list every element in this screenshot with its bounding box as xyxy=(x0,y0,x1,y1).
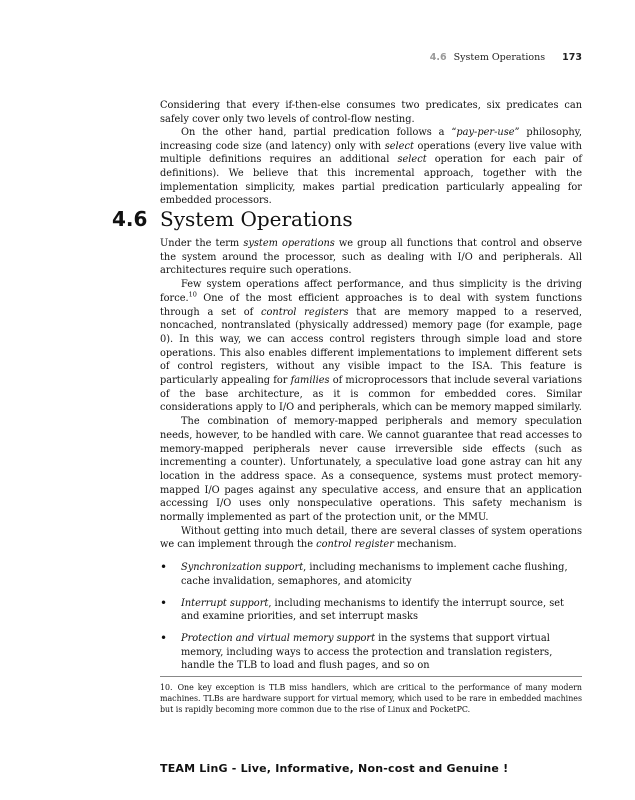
section-paragraph-3: The combination of memory-mapped peripherals and memory speculation needs, however, to be handled with care. We cannot guarantee that read accesses to memory-mapped peripherals never cause irreversible side effects (such as incrementing a counter). Unfortunately, a speculative load gone astray can hit any location in the address space. As a consequence, systems must protect memory-mapped I/O pages against any speculative access, and ensure that an application accessing I/O uses only nonspeculative operations. This safety mechanism is normally implemented as part of the protection unit, or the MMU. xyxy=(160,416,582,524)
section-paragraph-2: Few system operations affect performance, and thus simplicity is the driving force.$^{10}$ One of the most efficient approaches is to deal with system functions through a set of control registers that are memory mapped to a reserved, noncached, nontranslated (physically addressed) memory page (for example, page 0). In this way, we can access control registers through simple load and store operations. This also enables different implementations to implement different sets of control registers, without any visible impact to the ISA. This feature is particularly appealing for families of microprocessors that include several variations of the base architecture, as it is common for embedded cores. Similar considerations apply to I/O and peripherals, which can be memory mapped similarly. xyxy=(160,279,583,414)
footnote xyxy=(160,683,582,715)
bullet-list xyxy=(160,561,582,673)
footnote-marker: 10 xyxy=(188,290,197,299)
running-head-section-title: System Operations xyxy=(453,52,546,63)
bullet-icon: • xyxy=(160,630,168,645)
emphasis: select xyxy=(397,154,427,166)
emphasis: select xyxy=(384,140,414,152)
emphasis: system operations xyxy=(243,238,335,249)
footnote-number: 10. xyxy=(160,683,173,692)
section-title: System Operations xyxy=(160,207,353,231)
running-head xyxy=(160,52,582,63)
intro-paragraph-1: Considering that every if-then-else consumes two predicates, six predicates can safely cover only two levels of control-flow nesting. xyxy=(160,100,582,125)
emphasis: control register xyxy=(316,539,394,551)
page-number: 173 xyxy=(562,52,582,63)
bullet-icon: • xyxy=(160,560,168,575)
footnote-text: One key exception is TLB miss handlers, which are critical to the performance of many modern machines. TLBs are hardware support for virtual memory, which used to be rare in embedded machines but is rapidly becoming more common due to the rise of Linux and PocketPC. xyxy=(160,683,582,714)
intro-paragraph-2: On the other hand, partial predication follows a “pay-per-use” philosophy, increasing code size (and latency) only with select operations (every live value with multiple definitions requires an additional select operation for each pair of definitions). We believe that this incremental approach, together with the implementation simplicity, makes partial predication particularly appealing for embedded processors. xyxy=(160,127,582,207)
footer-banner: TEAM LinG - Live, Informative, Non-cost and Genuine ! xyxy=(160,762,509,775)
section-paragraph-1: Under the term system operations we group all functions that control and observe the system around the processor, such as dealing with I/O and peripherals. All architectures require such operations. xyxy=(160,238,582,277)
section-heading xyxy=(112,207,592,231)
list-item: • Protection and virtual memory support in the systems that support virtual memory, including ways to access the protection and translation registers, handle the TLB to load and flush pages, and so on xyxy=(160,630,553,672)
list-item: • Interrupt support, including mechanisms to identify the interrupt source, set and examine priorities, and set interrupt masks xyxy=(160,595,564,623)
section-number: 4.6 xyxy=(112,207,148,231)
running-head-section-number: 4.6 xyxy=(429,52,447,63)
section-body xyxy=(160,237,582,681)
bullet-icon: • xyxy=(160,595,168,610)
intro-text xyxy=(160,99,582,208)
emphasis: families xyxy=(290,375,330,387)
emphasis: control registers xyxy=(261,306,349,318)
list-item: • Synchronization support, including mechanisms to implement cache flushing, cache invalidation, semaphores, and atomicity xyxy=(160,560,568,587)
footnote-divider xyxy=(160,676,582,677)
emphasis: pay-per-use xyxy=(456,127,515,139)
section-paragraph-4: Without getting into much detail, there are several classes of system operations we can implement through the control register mechanism. xyxy=(160,525,582,551)
